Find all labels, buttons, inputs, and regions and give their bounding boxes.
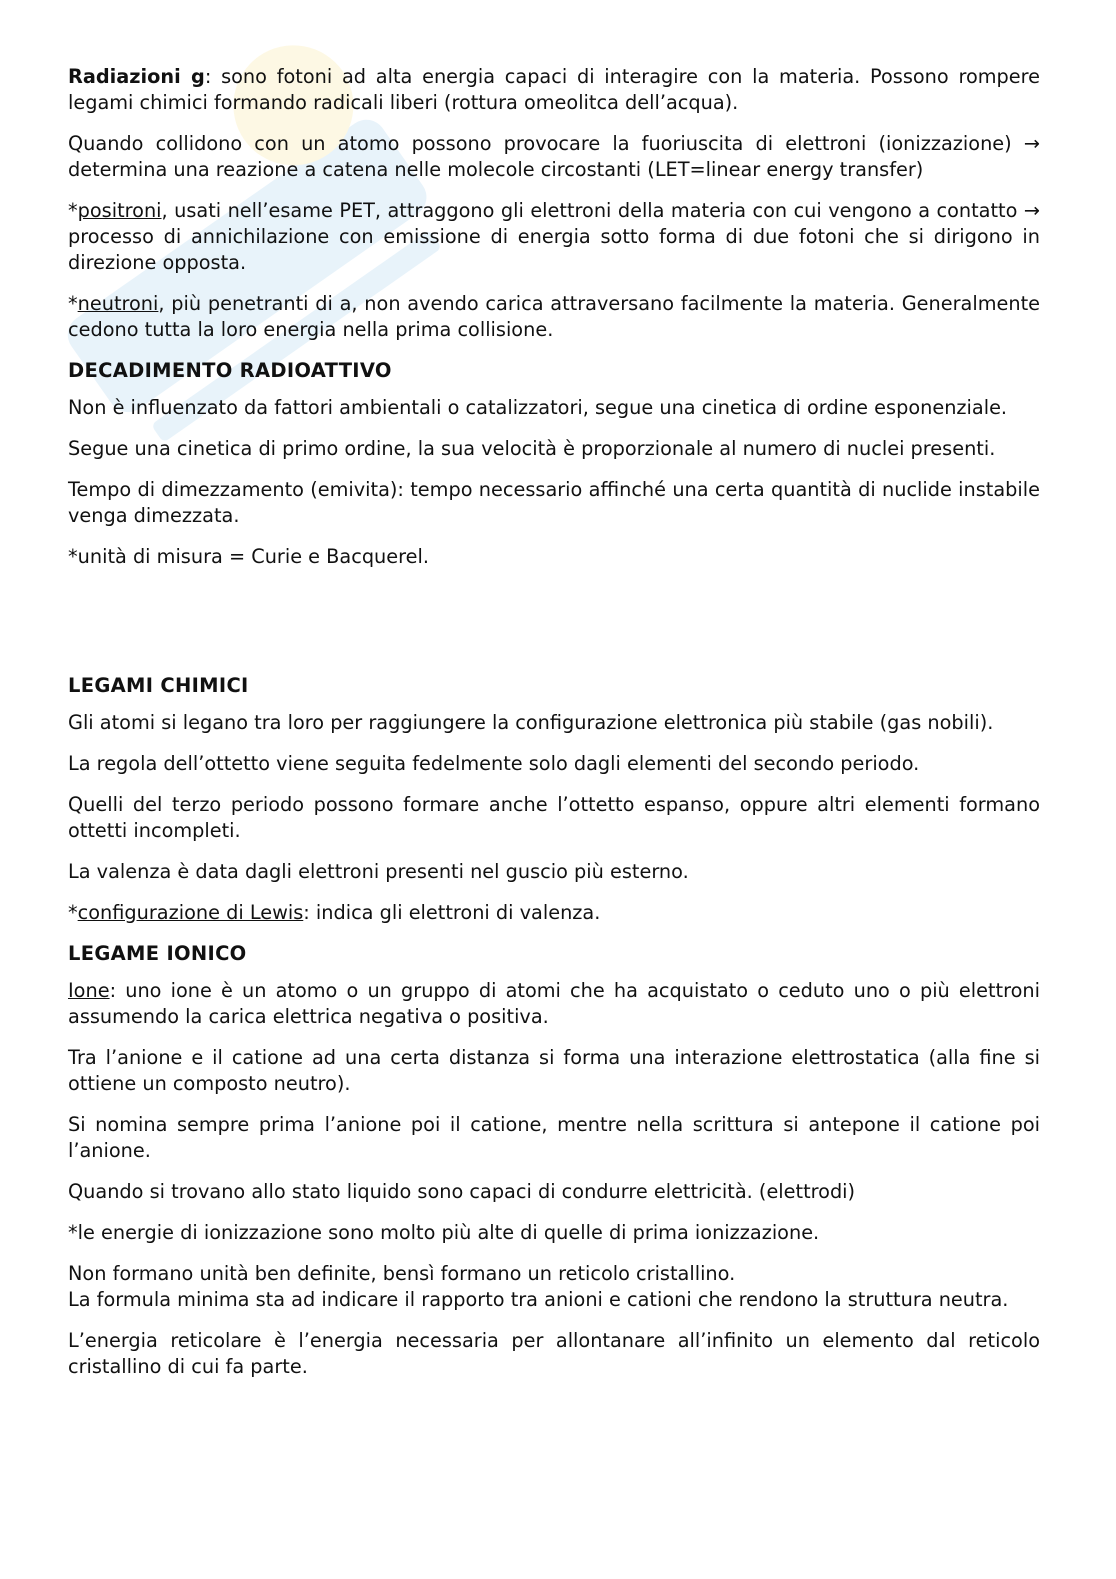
paragraph-valenza: La valenza è data dagli elettroni presenti nel guscio più esterno. xyxy=(68,860,689,883)
paragraph-ione: Ione: uno ione è un atomo o un gruppo di atomi che ha acquistato o ceduto uno o più elettroni assumendo la carica elettrica negativa o positiva. xyxy=(68,979,1040,1028)
paragraph-positroni: *positroni, usati nell’esame PET, attraggono gli elettroni della materia con cui vengono a contatto → processo di annichilazione con emissione di energia sotto forma di due fotoni che si dirigono in direzione opposta. xyxy=(68,199,1040,274)
heading-legami-chimici: LEGAMI CHIMICI xyxy=(68,674,249,697)
paragraph-nomenclatura: Si nomina sempre prima l’anione poi il catione, mentre nella scrittura si antepone il catione poi l’anione. xyxy=(68,1113,1040,1162)
paragraph-energie-ionizzazione: *le energie di ionizzazione sono molto più alte di quelle di prima ionizzazione. xyxy=(68,1221,820,1244)
term-positroni: positroni xyxy=(77,199,162,222)
term-ione: Ione xyxy=(68,979,110,1002)
paragraph-ionizzazione: Quando collidono con un atomo possono provocare la fuoriuscita di elettroni (ionizzazione) → determina una reazione a catena nelle molecole circostanti (LET=linear energy transfer) xyxy=(68,132,1040,181)
document-body xyxy=(68,64,1040,1395)
paragraph-neutroni: *neutroni, più penetranti di a, non avendo carica attraversano facilmente la materia. Generalmente cedono tutta la loro energia nella prima collisione. xyxy=(68,292,1040,341)
paragraph-anione-catione: Tra l’anione e il catione ad una certa distanza si forma una interazione elettrostatica (alla fine si ottiene un composto neutro). xyxy=(68,1046,1040,1095)
paragraph-ottetto: La regola dell’ottetto viene seguita fedelmente solo dagli elementi del secondo periodo. xyxy=(68,752,920,775)
paragraph-formula-minima: La formula minima sta ad indicare il rapporto tra anioni e cationi che rendono la struttura neutra. xyxy=(68,1288,1009,1311)
paragraph-radiazioni-g: Radiazioni g: sono fotoni ad alta energia capaci di interagire con la materia. Possono rompere legami chimici formando radicali liberi (rottura omeolitca dell’acqua). xyxy=(68,65,1040,114)
paragraph-energia-reticolare: L’energia reticolare è l’energia necessaria per allontanare all’infinito un elemento dal reticolo cristallino di cui fa parte. xyxy=(68,1329,1040,1378)
paragraph-stato-liquido: Quando si trovano allo stato liquido sono capaci di condurre elettricità. (elettrodi) xyxy=(68,1180,856,1203)
paragraph-emivita: Tempo di dimezzamento (emivita): tempo necessario affinché una certa quantità di nuclide instabile venga dimezzata. xyxy=(68,478,1040,527)
paragraph-fattori: Non è influenzato da fattori ambientali o catalizzatori, segue una cinetica di ordine esponenziale. xyxy=(68,396,1008,419)
heading-legame-ionico: LEGAME IONICO xyxy=(68,942,247,965)
term-radiazioni-g: Radiazioni g xyxy=(68,65,205,88)
term-neutroni: neutroni xyxy=(77,292,159,315)
term-lewis: configurazione di Lewis xyxy=(77,901,304,924)
paragraph-cinetica: Segue una cinetica di primo ordine, la sua velocità è proporzionale al numero di nuclei presenti. xyxy=(68,437,996,460)
paragraph-terzo-periodo: Quelli del terzo periodo possono formare anche l’ottetto espanso, oppure altri elementi formano ottetti incompleti. xyxy=(68,793,1040,842)
spacer xyxy=(68,585,1040,673)
paragraph-reticolo: Non formano unità ben definite, bensì formano un reticolo cristallino. xyxy=(68,1262,736,1285)
paragraph-unita-misura: *unità di misura = Curie e Bacquerel. xyxy=(68,545,429,568)
paragraph-lewis: *configurazione di Lewis: indica gli elettroni di valenza. xyxy=(68,901,601,924)
paragraph-gas-nobili: Gli atomi si legano tra loro per raggiungere la configurazione elettronica più stabile (gas nobili). xyxy=(68,711,994,734)
heading-decadimento-radioattivo: DECADIMENTO RADIOATTIVO xyxy=(68,359,392,382)
